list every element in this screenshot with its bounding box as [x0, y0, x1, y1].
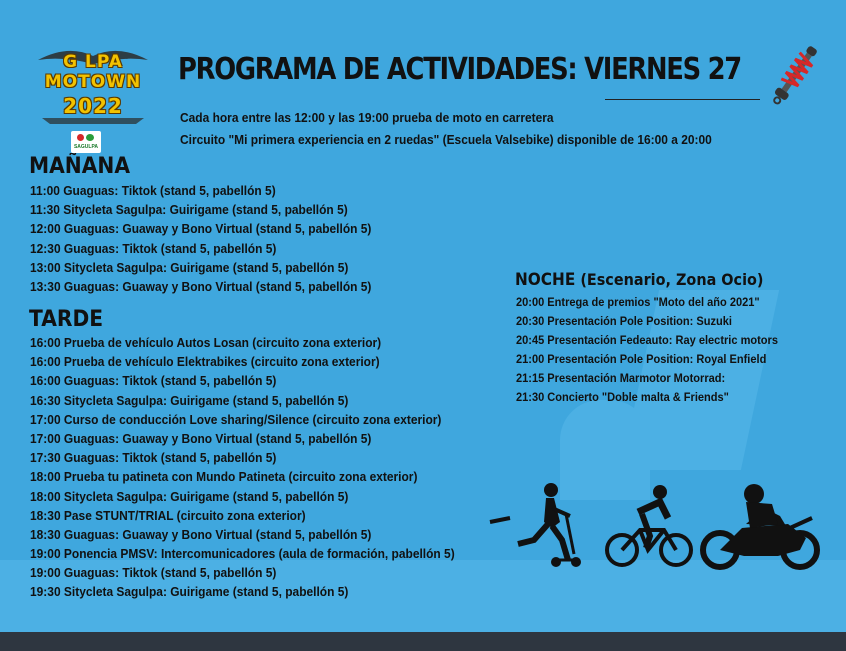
schedule-item: 16:00 Guaguas: Tiktok (stand 5, pabellón 5): [30, 373, 277, 389]
schedule-item: 19:00 Ponencia PMSV: Intercomunicadores (aula de formación, pabellón 5): [30, 546, 455, 562]
schedule-item: 13:30 Guaguas: Guaway y Bono Virtual (stand 5, pabellón 5): [30, 278, 372, 294]
schedule-item: 16:00 Prueba de vehículo Autos Losan (circuito zona exterior): [30, 335, 382, 350]
schedule-item: 16:30 Sitycleta Sagulpa: Guirigame (stand 5, pabellón 5): [30, 392, 349, 408]
intro-line-1: Cada hora entre las 12:00 y las 19:00 prueba de moto en carretera: [180, 110, 554, 125]
schedule-item: 18:00 Prueba tu patineta con Mundo Patineta (circuito zona exterior): [30, 469, 418, 485]
section-heading-manana: MAÑANA: [29, 154, 131, 179]
shock-absorber-icon: [770, 40, 820, 110]
footer-bar: [0, 632, 846, 651]
schedule-item: 18:30 Guaguas: Guaway y Bono Virtual (stand 5, pabellón 5): [30, 526, 372, 542]
manana-schedule: [30, 181, 401, 296]
schedule-item: 11:00 Guaguas: Tiktok (stand 5, pabellón 5): [30, 183, 276, 198]
page-title: PROGRAMA DE ACTIVIDADES: VIERNES 27: [178, 52, 741, 87]
schedule-item: 19:00 Guaguas: Tiktok (stand 5, pabellón 5): [30, 565, 277, 581]
logo-text-year: 2022: [63, 94, 123, 118]
title-underline: [605, 99, 760, 100]
schedule-item: 18:00 Sitycleta Sagulpa: Guirigame (stand 5, pabellón 5): [30, 488, 349, 504]
schedule-item: 17:00 Guaguas: Guaway y Bono Virtual (stand 5, pabellón 5): [30, 430, 372, 446]
schedule-item: 18:30 Pase STUNT/TRIAL (circuito zona exterior): [30, 507, 306, 523]
schedule-item: 12:00 Guaguas: Guaway y Bono Virtual (stand 5, pabellón 5): [30, 221, 372, 237]
section-heading-tarde: TARDE: [29, 307, 104, 332]
sponsor-label: SAGULPA: [73, 144, 99, 150]
motorcycle-icon: [703, 484, 817, 567]
schedule-item: 21:00 Presentación Pole Position: Royal Enfield: [516, 352, 767, 367]
schedule-item: 11:30 Sitycleta Sagulpa: Guirigame (stand 5, pabellón 5): [30, 202, 348, 218]
noche-schedule: [516, 293, 801, 408]
schedule-item: 17:30 Guaguas: Tiktok (stand 5, pabellón 5): [30, 450, 277, 466]
tarde-schedule: [30, 333, 492, 602]
logo-text-line1: G LPA: [63, 52, 123, 72]
logo-text-line2: MOTOWN: [44, 72, 142, 92]
scooter-rider-icon: [490, 483, 581, 567]
schedule-item: 17:00 Curso de conducción Love sharing/Silence (circuito zona exterior): [30, 411, 442, 427]
noche-subtitle: (Escenario, Zona Ocio): [575, 270, 764, 289]
schedule-item: 12:30 Guaguas: Tiktok (stand 5, pabellón 5): [30, 240, 277, 256]
schedule-item: 13:00 Sitycleta Sagulpa: Guirigame (stand 5, pabellón 5): [30, 259, 349, 275]
intro-line-2: Circuito "Mi primera experiencia en 2 ruedas" (Escuela Valsebike) disponible de 16:00 a 20:00: [180, 132, 712, 147]
schedule-item: 21:15 Presentación Marmotor Motorrad:: [516, 371, 726, 386]
schedule-item: 20:45 Presentación Fedeauto: Ray electric motors: [516, 333, 778, 348]
schedule-item: 16:00 Prueba de vehículo Elektrabikes (circuito zona exterior): [30, 354, 380, 370]
silhouettes-group: [488, 478, 828, 578]
cyclist-icon: [607, 485, 691, 565]
schedule-item: 21:30 Concierto "Doble malta & Friends": [516, 390, 729, 405]
section-heading-noche: [515, 270, 763, 290]
schedule-item: 19:30 Sitycleta Sagulpa: Guirigame (stand 5, pabellón 5): [30, 584, 349, 600]
schedule-item: 20:30 Presentación Pole Position: Suzuki: [516, 314, 732, 329]
sponsor-logo: [71, 131, 101, 153]
event-logo: [28, 42, 158, 132]
noche-title: NOCHE: [515, 270, 576, 290]
schedule-item: 20:00 Entrega de premios "Moto del año 2021": [516, 295, 760, 309]
